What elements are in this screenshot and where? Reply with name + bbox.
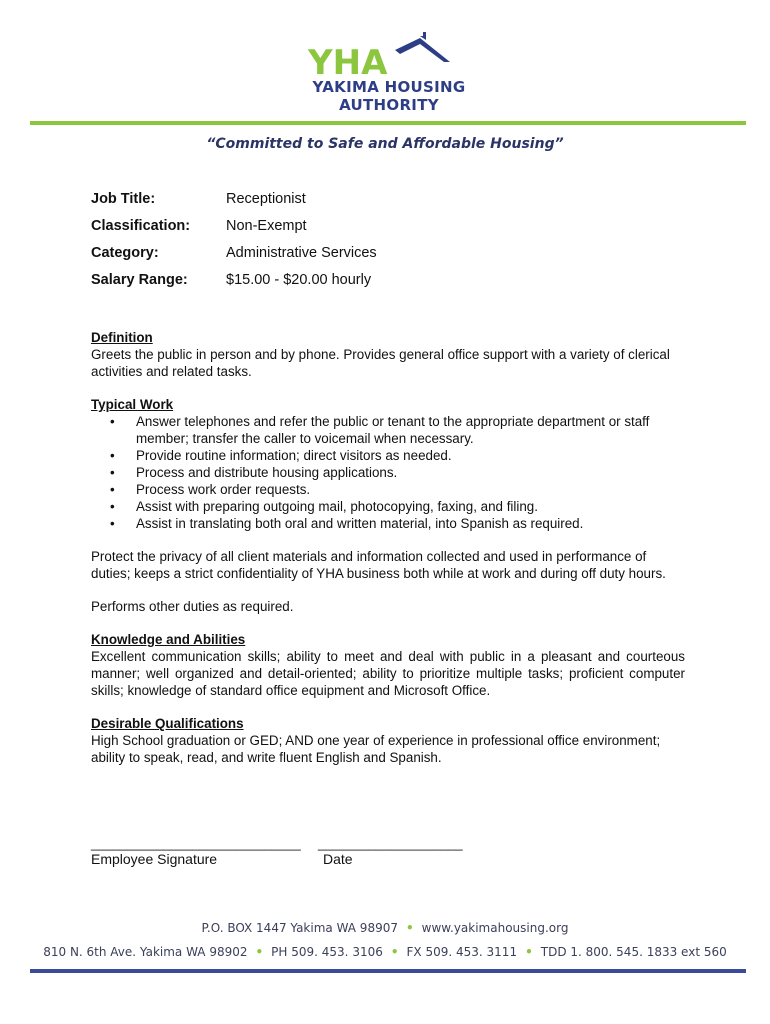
footer-line-1 xyxy=(0,921,770,935)
date-block xyxy=(318,836,463,867)
org-line-2: AUTHORITY xyxy=(339,96,439,114)
list-item: • Provide routine information; direct visitors as needed. xyxy=(136,447,685,464)
summary-label: Job Title: xyxy=(91,191,156,207)
date-line: ____________________ xyxy=(318,836,463,851)
summary-label: Classification: xyxy=(91,218,191,234)
house-roof-icon xyxy=(300,32,480,82)
footer-divider xyxy=(30,969,746,973)
employee-signature-line: _____________________________ xyxy=(91,836,301,851)
definition-text: Greets the public in person and by phone. Provides general office support with a variety of clerical activities and related tasks. xyxy=(91,347,670,379)
list-item: • Assist in translating both oral and written material, into Spanish as required. xyxy=(136,515,685,532)
header-divider xyxy=(30,121,746,125)
other-duties-paragraph: Performs other duties as required. xyxy=(91,599,294,614)
summary-label: Category: xyxy=(91,245,159,261)
knowledge-heading: Knowledge and Abilities xyxy=(91,632,246,647)
typical-work-heading: Typical Work xyxy=(91,397,174,412)
typical-work-list xyxy=(91,413,685,532)
date-label: Date xyxy=(323,851,353,867)
summary-value: Non-Exempt xyxy=(226,218,307,234)
footer-tdd: TDD 1. 800. 545. 1833 ext 560 xyxy=(540,945,727,959)
footer-po-box: P.O. BOX 1447 Yakima WA 98907 xyxy=(201,921,398,935)
logo-text: YHA xyxy=(308,43,388,82)
employee-signature-block xyxy=(91,836,301,867)
knowledge-text: Excellent communication skills; ability to meet and deal with public in a pleasant and courteous manner; well organized and detail-oriented; ability to prioritize multiple tasks; proficient computer skills; knowledge of standard office equipment and Microsoft Office. xyxy=(91,649,685,698)
summary-row-job-title xyxy=(91,191,377,218)
footer-fax: FX 509. 453. 3111 xyxy=(406,945,518,959)
list-item: • Answer telephones and refer the public or tenant to the appropriate department or staff member; transfer the caller to voicemail when necessary. xyxy=(136,413,685,447)
employee-signature-label: Employee Signature xyxy=(91,851,218,867)
list-item: • Process and distribute housing applications. xyxy=(136,464,685,481)
job-description-body xyxy=(91,329,685,766)
yha-logo xyxy=(300,32,480,117)
bullet-separator-icon: • xyxy=(390,945,399,959)
summary-row-category xyxy=(91,245,377,272)
summary-row-salary-range xyxy=(91,272,377,299)
list-item: • Assist with preparing outgoing mail, photocopying, faxing, and filing. xyxy=(136,498,685,515)
org-line-1: YAKIMA HOUSING xyxy=(312,78,466,96)
summary-value: Receptionist xyxy=(226,191,306,207)
summary-value: Administrative Services xyxy=(226,245,377,261)
qualifications-text: High School graduation or GED; AND one year of experience in professional office environment; ability to speak, read, and write fluent English and Spanish. xyxy=(91,733,661,765)
summary-label: Salary Range: xyxy=(91,272,188,288)
qualifications-heading: Desirable Qualifications xyxy=(91,716,244,731)
bullet-separator-icon: • xyxy=(405,921,414,935)
tagline: “Committed to Safe and Affordable Housing” xyxy=(206,136,564,152)
bullet-separator-icon: • xyxy=(255,945,264,959)
summary-row-classification xyxy=(91,218,377,245)
footer-website[interactable]: www.yakimahousing.org xyxy=(421,921,569,935)
summary-value: $15.00 - $20.00 hourly xyxy=(226,272,372,288)
organization-name xyxy=(304,78,474,114)
job-summary xyxy=(91,191,377,299)
list-item: • Process work order requests. xyxy=(136,481,685,498)
footer-line-2 xyxy=(0,945,770,959)
privacy-paragraph: Protect the privacy of all client materials and information collected and used in performance of duties; keeps a strict confidentiality of YHA business both while at work and during off duty hours. xyxy=(91,549,666,581)
definition-heading: Definition xyxy=(91,330,153,345)
footer-phone: PH 509. 453. 3106 xyxy=(271,945,383,959)
footer-address: 810 N. 6th Ave. Yakima WA 98902 xyxy=(43,945,248,959)
bullet-separator-icon: • xyxy=(525,945,533,959)
